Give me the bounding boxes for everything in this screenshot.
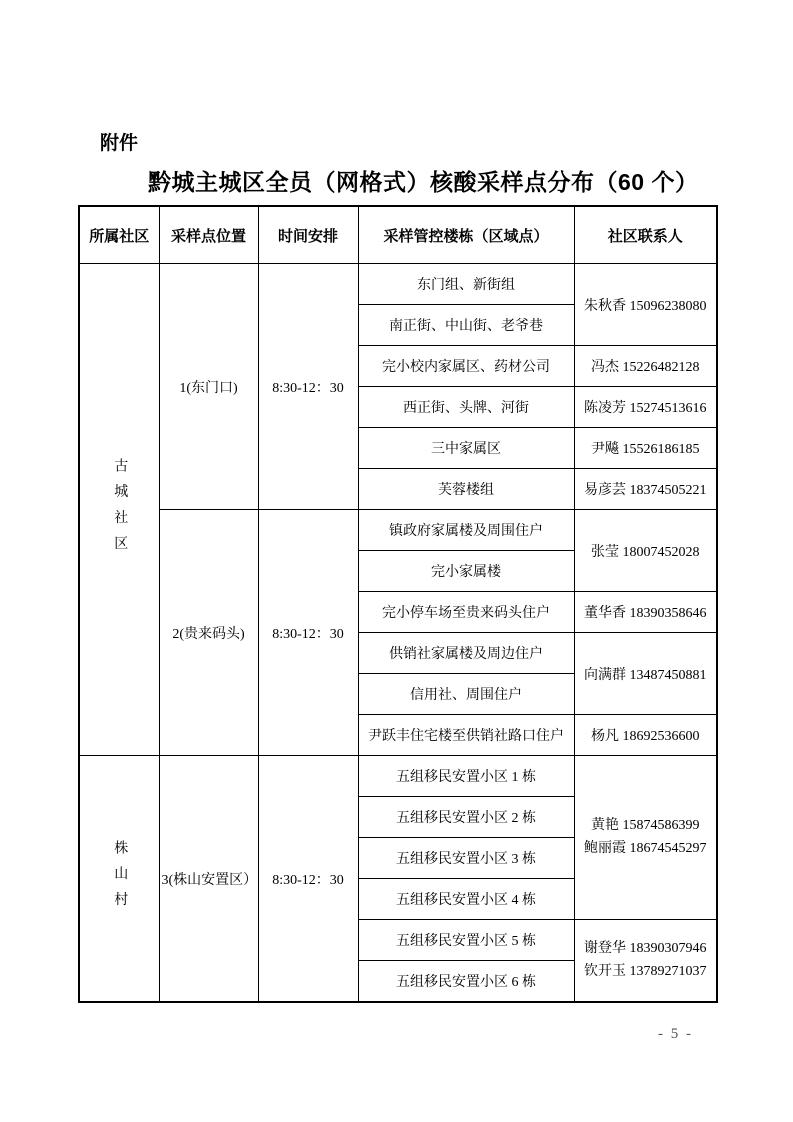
- header-buildings: 采样管控楼栋（区域点）: [358, 206, 574, 264]
- contact-cell: 陈凌芳 15274513616: [574, 387, 717, 428]
- contact-cell: 杨凡 18692536600: [574, 715, 717, 756]
- building-cell: 完小家属楼: [358, 551, 574, 592]
- time-cell: 8:30-12：30: [258, 510, 358, 756]
- contact-line: 黄艳 15874586399: [591, 818, 700, 834]
- building-cell: 五组移民安置小区 1 栋: [358, 756, 574, 797]
- page-title: 黔城主城区全员（网格式）核酸采样点分布（60 个）: [148, 169, 699, 195]
- contact-cell: 朱秋香 15096238080: [574, 264, 717, 346]
- building-cell: 五组移民安置小区 2 栋: [358, 797, 574, 838]
- community-name-cell: [79, 264, 159, 756]
- building-cell: 尹跃丰住宅楼至供销社路口住户: [358, 715, 574, 756]
- contact-cell: 董华香 18390358646: [574, 592, 717, 633]
- building-cell: 西正街、头牌、河街: [358, 387, 574, 428]
- attachment-label: 附件: [100, 133, 139, 154]
- contact-cell: 冯杰 15226482128: [574, 346, 717, 387]
- time-cell: 8:30-12：30: [258, 756, 358, 1003]
- table-row: [79, 510, 717, 551]
- contact-line: 谢登华 18390307946: [584, 941, 707, 957]
- contact-cell: [574, 920, 717, 1003]
- contact-cell: 张莹 18007452028: [574, 510, 717, 592]
- building-cell: 五组移民安置小区 3 栋: [358, 838, 574, 879]
- contact-cell: 易彦芸 18374505221: [574, 469, 717, 510]
- contact-cell: [574, 756, 717, 920]
- table-row: [79, 264, 717, 305]
- location-cell: 1(东门口): [159, 264, 258, 510]
- header-location: 采样点位置: [159, 206, 258, 264]
- building-cell: 供销社家属楼及周边住户: [358, 633, 574, 674]
- page-number: - 5 -: [658, 1026, 693, 1042]
- building-cell: 东门组、新街组: [358, 264, 574, 305]
- header-contact: 社区联系人: [574, 206, 717, 264]
- table-header-row: [79, 206, 717, 264]
- building-cell: 信用社、周围住户: [358, 674, 574, 715]
- building-cell: 完小校内家属区、药材公司: [358, 346, 574, 387]
- contact-line: 钦开玉 13789271037: [584, 963, 707, 979]
- building-cell: 三中家属区: [358, 428, 574, 469]
- building-cell: 芙蓉楼组: [358, 469, 574, 510]
- community-name: 古城社区: [112, 457, 128, 562]
- header-community: 所属社区: [79, 206, 159, 264]
- table-row: [79, 756, 717, 797]
- time-cell: 8:30-12：30: [258, 264, 358, 510]
- sampling-points-table: [78, 205, 718, 1003]
- building-cell: 五组移民安置小区 6 栋: [358, 961, 574, 1003]
- community-name: 株山村: [112, 839, 128, 918]
- building-cell: 镇政府家属楼及周围住户: [358, 510, 574, 551]
- contact-cell: 尹飚 15526186185: [574, 428, 717, 469]
- contact-line: 鲍丽霞 18674545297: [584, 840, 707, 856]
- community-name-cell: [79, 756, 159, 1003]
- building-cell: 南正街、中山街、老爷巷: [358, 305, 574, 346]
- contact-cell: 向满群 13487450881: [574, 633, 717, 715]
- building-cell: 完小停车场至贵来码头住户: [358, 592, 574, 633]
- building-cell: 五组移民安置小区 4 栋: [358, 879, 574, 920]
- location-cell: 3(株山安置区）: [159, 756, 258, 1003]
- header-time: 时间安排: [258, 206, 358, 264]
- location-cell: 2(贵来码头): [159, 510, 258, 756]
- building-cell: 五组移民安置小区 5 栋: [358, 920, 574, 961]
